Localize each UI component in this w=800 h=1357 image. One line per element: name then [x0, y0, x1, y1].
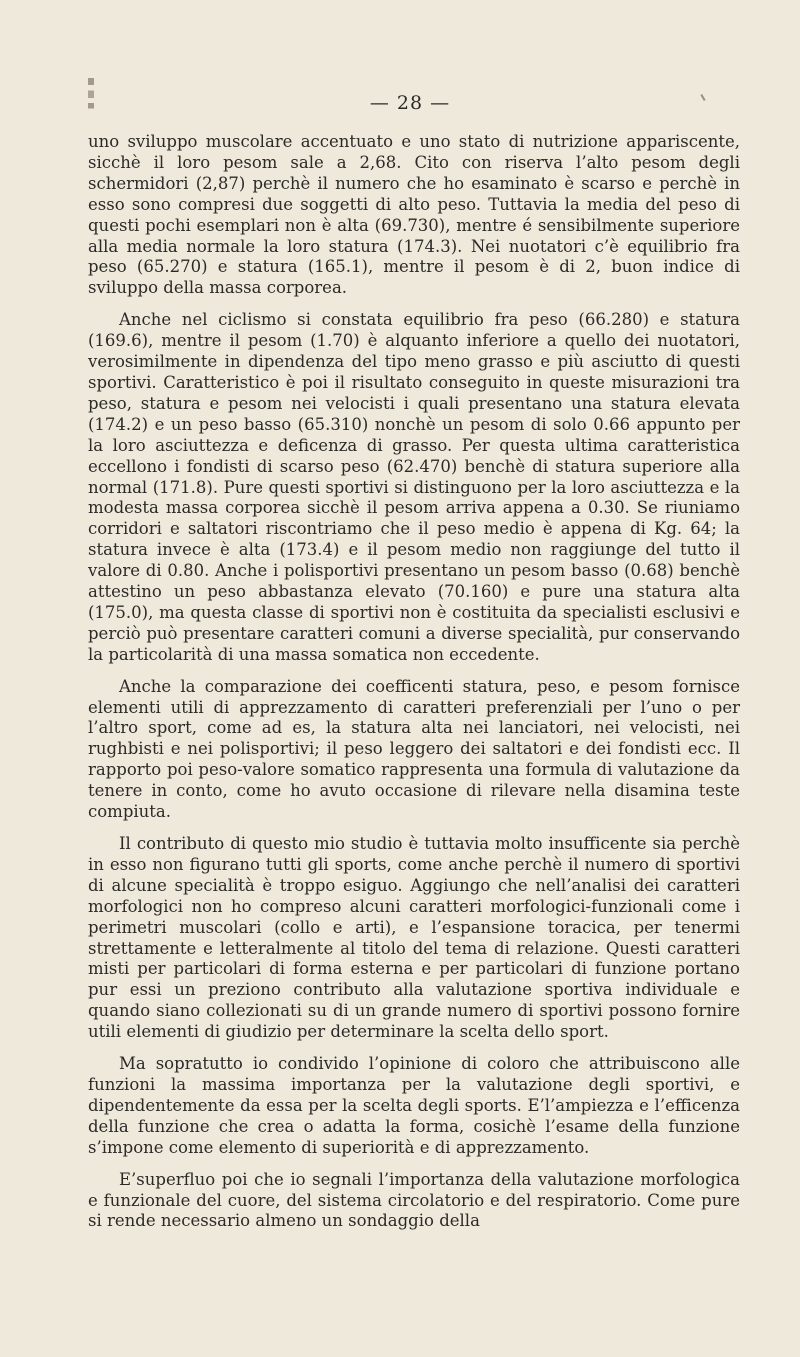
- page-number: — 28 —: [369, 92, 451, 114]
- paragraph-2: Anche nel ciclismo si constata equilibrio fra peso (66.280) e statura (169.6), mentre il pesom (1.70) è alquanto inferiore a quello dei nuotatori, verosimilmente in dipendenza del tipo meno grasso e più asciutto di questi sportivi. Caratteristico è poi il risultato conseguito in queste misurazioni tra peso, statura e pesom nei velocisti i quali presentano una statura elevata (174.2) e un peso basso (65.310) nonchè un pesom di solo 0.66 appunto per la loro asciuttezza e deficenza di grasso. Per questa ultima caratteristica eccellono i fondisti di scarso peso (62.470) benchè di statura superiore alla normal (171.8). Pure questi sportivi si distinguono per la loro asciuttezza e la modesta massa corporea sicchè il pesom arriva appena a 0.30. Se riuniamo corridori e saltatori riscontriamo che il peso medio è appena di Kg. 64; la statura invece è alta (173.4) e il pesom medio non raggiunge del tutto il valore di 0.80. Anche i polisportivi presentano un pesom basso (0.68) benchè attestino un peso abbastanza elevato (70.160) e pure una statura alta (175.0), ma questa classe di sportivi non è costituita da specialisti esclusivi e perciò può presentare caratteri comuni a diverse specialità, pur conservando la particolarità di una massa somatica non eccedente.: [88, 310, 740, 664]
- paragraph-3: Anche la comparazione dei coefficenti statura, peso, e pesom fornisce elementi utili di apprezzamento di caratteri preferenziali per l’uno o per l’altro sport, come ad es, la statura alta nei lanciatori, nei velocisti, nei rughbisti e nei polisportivi; il peso leggero dei saltatori e dei fondisti ecc. Il rapporto poi peso-valore somatico rappresenta una formula di valutazione da tenere in conto, come ho avuto occasione di rilevare nella disamina teste compiuta.: [88, 676, 740, 822]
- paragraph-5: Ma sopratutto io condivido l’opinione di coloro che attribuiscono alle funzioni la massima importanza per la valutazione degli sportivi, e dipendentemente da essa per la scelta degli sports. E’l’ampiezza e l’efficenza della funzione che crea o adatta la forma, cosichè l’esame della funzione s’impone come elemento di superiorità e di apprezzamento.: [88, 1054, 740, 1157]
- paragraph-4: Il contributo di questo mio studio è tuttavia molto insufficente sia perchè in esso non figurano tutti gli sports, come anche perchè il numero di sportivi di alcune specialità è troppo esiguo. Aggiungo che nell’analisi dei caratteri morfologici non ho compreso alcuni caratteri morfologici-funzionali come i perimetri muscolari (collo e arti), e l’espansione toracica, per tenermi strettamente e letteralmente al titolo del tema di relazione. Questi caratteri misti per particolari di forma esterna e per particolari di funzione portano pur essi un preziono contributo alla valutazione sportiva individuale e quando siano collezionati su di un grande numero di sportivi possono fornire utili elementi di giudizio per determinare la scelta dello sport.: [88, 834, 740, 1042]
- paragraph-6: E’superfluo poi che io segnali l’importanza della valutazione morfologica e funzionale del cuore, del sistema circolatorio e del respiratorio. Come pure si rende necessario almeno un sondaggio della: [88, 1169, 740, 1231]
- body-text: [88, 132, 740, 1243]
- paragraph-1: uno sviluppo muscolare accentuato e uno stato di nutrizione appariscente, sicchè il loro pesom sale a 2,68. Cito con riserva l’alto pesom degli schermidori (2,87) perchè il numero che ho esaminato è scarso e perchè in esso sono compresi due soggetti di alto peso. Tuttavia la media del peso di questi pochi esemplari non è alta (69.730), mentre é sensibilmente superiore alla media normale la loro statura (174.3). Nei nuotatori c’è equilibrio fra peso (65.270) e statura (165.1), mentre il pesom è di 2, buon indice di sviluppo della massa corporea.: [88, 132, 740, 298]
